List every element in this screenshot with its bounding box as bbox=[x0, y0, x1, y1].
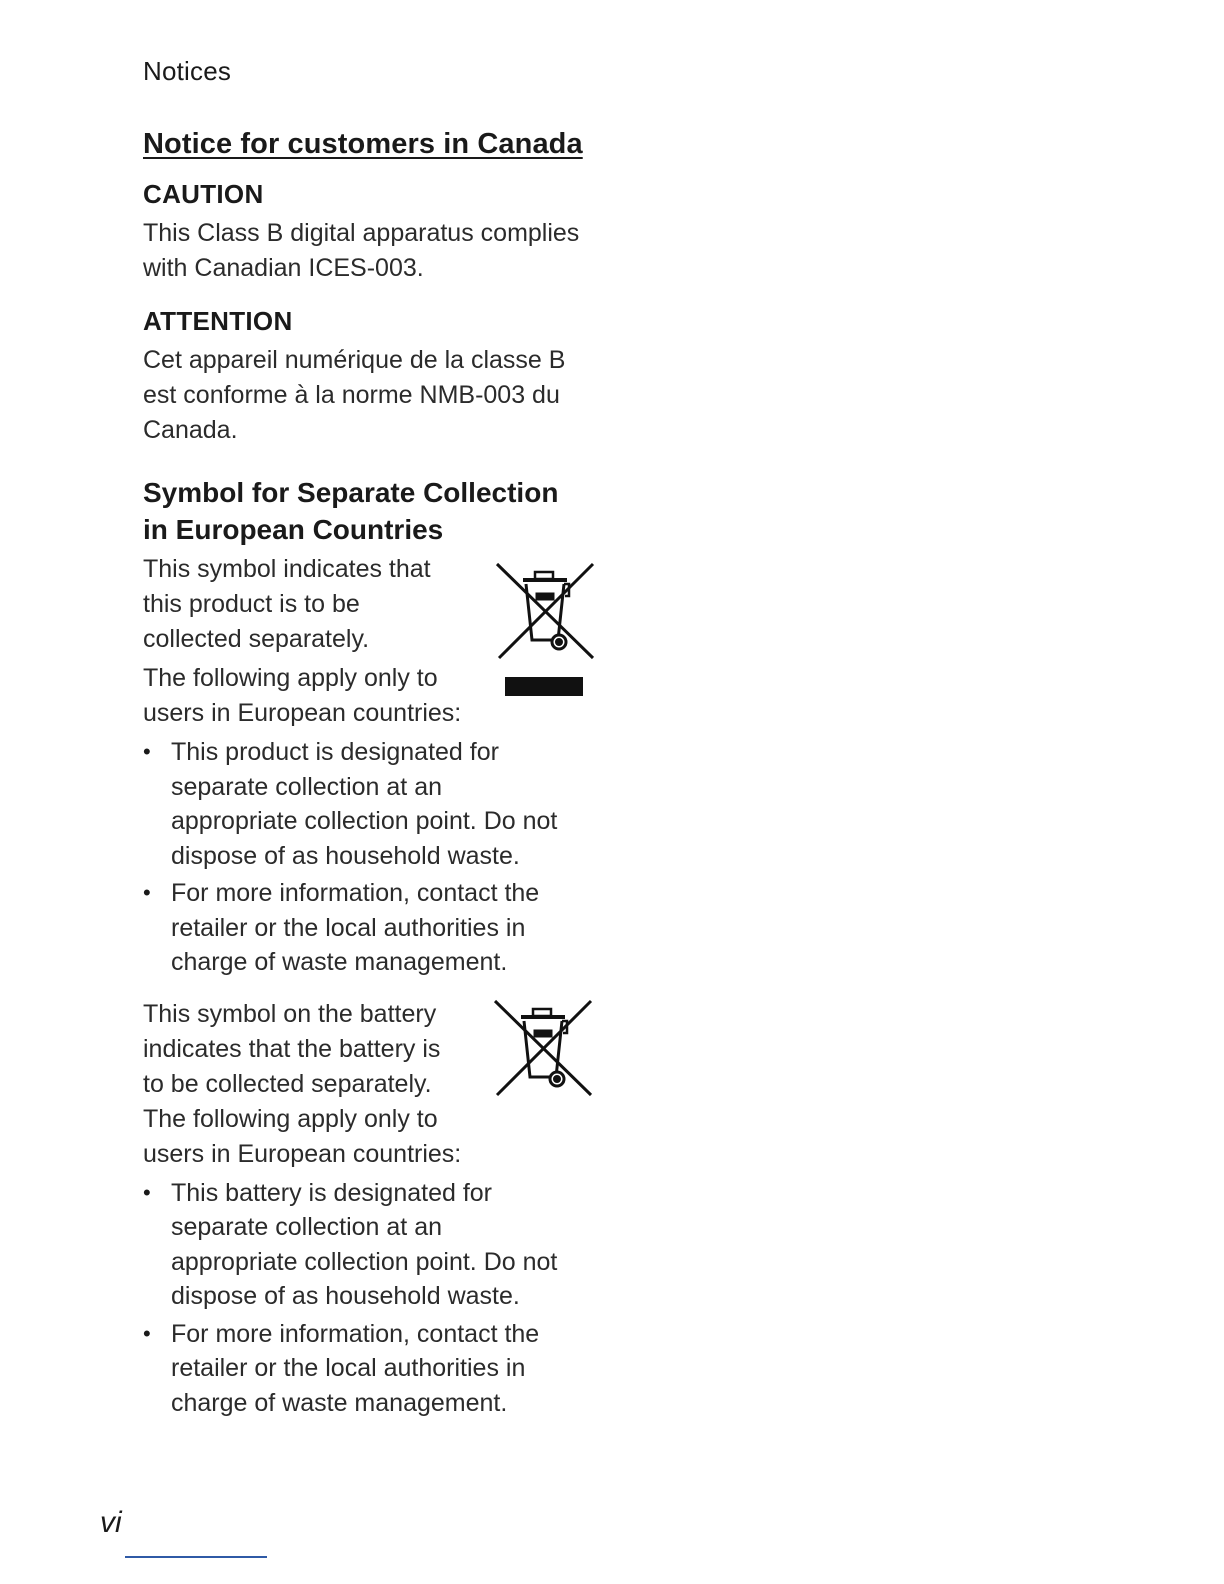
caution-line: This Class B digital apparatus complies bbox=[143, 219, 580, 247]
attention-line: Cet appareil numérique de la classe B bbox=[143, 346, 566, 374]
product-bullet-list bbox=[143, 735, 603, 980]
title-line: in European Countries bbox=[143, 514, 444, 545]
separate-collection-bar bbox=[505, 677, 583, 696]
page-content bbox=[143, 128, 603, 1423]
apply-line: users in European countries: bbox=[143, 1139, 462, 1168]
intro-line: This symbol on the battery bbox=[143, 999, 437, 1028]
list-item: • For more information, contact the retailer or the local authorities in charge of waste management. bbox=[143, 876, 603, 980]
bullet-icon: • bbox=[143, 739, 151, 764]
battery-bullet-list bbox=[143, 1176, 603, 1421]
intro-line: to be collected separately. bbox=[143, 1069, 432, 1098]
caution-text bbox=[143, 216, 603, 286]
separate-collection-title bbox=[143, 474, 603, 548]
crossed-out-wheelie-bin-icon bbox=[493, 997, 593, 1097]
battery-apply-text bbox=[143, 1137, 603, 1172]
bullet-icon: • bbox=[143, 1179, 151, 1205]
list-item: • This battery is designated for separate collection at an appropriate collection point. Do not dispose of as household waste. bbox=[143, 1176, 603, 1314]
intro-line: This symbol indicates that bbox=[143, 555, 431, 583]
attention-line: est conforme à la norme NMB-003 du bbox=[143, 381, 560, 409]
caution-line: with Canadian ICES-003. bbox=[143, 254, 424, 282]
canada-notice-title: Notice for customers in Canada bbox=[143, 128, 583, 160]
product-symbol-intro bbox=[143, 552, 483, 657]
list-item: • This product is designated for separate collection at an appropriate collection point. Do not dispose of as household waste. bbox=[143, 735, 603, 873]
attention-heading: ATTENTION bbox=[143, 306, 293, 336]
page-number: vi bbox=[100, 1506, 122, 1539]
intro-line: indicates that the battery is bbox=[143, 1034, 441, 1063]
footer-rule bbox=[125, 1556, 267, 1558]
intro-line: collected separately. bbox=[143, 625, 370, 653]
product-symbol-block bbox=[143, 552, 603, 731]
attention-text bbox=[143, 343, 603, 448]
battery-symbol-intro bbox=[143, 997, 483, 1137]
title-line: Symbol for Separate Collection bbox=[143, 477, 559, 508]
page-header: Notices bbox=[143, 56, 232, 86]
apply-line: The following apply only to bbox=[143, 664, 438, 692]
attention-line: Canada. bbox=[143, 416, 238, 444]
apply-line: users in European countries: bbox=[143, 699, 462, 727]
bullet-icon: • bbox=[143, 1320, 151, 1346]
apply-line: The following apply only to bbox=[143, 1104, 438, 1133]
caution-heading: CAUTION bbox=[143, 179, 264, 209]
battery-symbol-block bbox=[143, 997, 603, 1172]
bullet-icon: • bbox=[143, 880, 151, 905]
list-item: • For more information, contact the retailer or the local authorities in charge of waste management. bbox=[143, 1317, 603, 1421]
product-apply-text bbox=[143, 661, 603, 731]
intro-line: this product is to be bbox=[143, 590, 360, 618]
crossed-out-wheelie-bin-icon bbox=[495, 560, 595, 660]
